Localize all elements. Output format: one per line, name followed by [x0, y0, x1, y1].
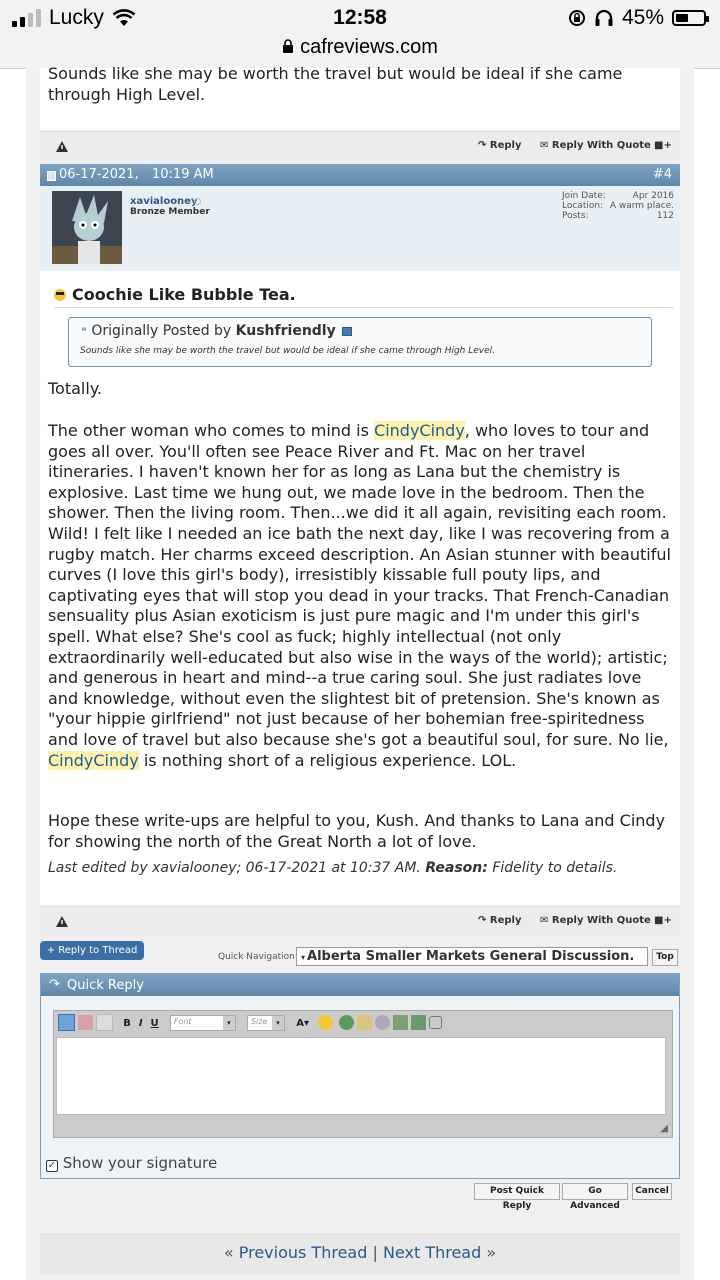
message-textarea[interactable]	[56, 1037, 666, 1115]
carrier-name: Lucky	[49, 6, 104, 29]
prev-thread-link[interactable]: « Previous Thread	[223, 1243, 368, 1262]
reply-arrow-icon: ↷	[478, 915, 487, 926]
text-color-icon[interactable]: A▾	[296, 1017, 309, 1029]
post-time: 10:19 AM	[152, 167, 214, 182]
posts-label: Posts:	[562, 211, 589, 221]
clock: 12:58	[333, 6, 387, 29]
quick-nav-select[interactable]	[296, 947, 648, 966]
url-bar[interactable]	[0, 36, 720, 59]
show-signature-row	[46, 1154, 217, 1172]
view-post-icon[interactable]	[342, 327, 352, 336]
quote-icon: ❝	[81, 325, 87, 338]
join-date-value: Apr 2016	[632, 191, 674, 201]
size-select[interactable]	[247, 1015, 285, 1031]
post-paragraph-3: Hope these write-ups are helpful to you, Kush. And thanks to Lana and Cindy for showing the north of the Great North a lot of love.	[48, 811, 666, 851]
quote-prefix: Originally Posted by	[91, 323, 232, 339]
url-text: cafreviews.com	[300, 36, 438, 58]
font-placeholder: Font	[173, 1016, 192, 1026]
post-quick-reply-button[interactable]: Post Quick Reply	[474, 1183, 560, 1200]
signature-checkbox[interactable]: ✓	[47, 1160, 57, 1171]
headphones-icon	[594, 9, 614, 27]
reply-with-quote-button[interactable]: ✉ Reply With Quote	[540, 915, 651, 926]
title-divider	[54, 307, 674, 308]
email-link-icon[interactable]	[357, 1015, 372, 1030]
reply-arrow-icon: ↷	[478, 140, 487, 151]
user-info	[40, 186, 680, 270]
avatar[interactable]	[52, 191, 122, 264]
wrap-quote-icon[interactable]	[429, 1016, 442, 1029]
quote-bubble-icon: ✉	[540, 140, 549, 151]
insert-link-icon[interactable]	[339, 1015, 354, 1030]
cancel-button[interactable]: Cancel	[632, 1183, 672, 1200]
multiquote-icon: ■+	[654, 915, 672, 926]
last-edited	[48, 860, 674, 876]
quote-box	[68, 317, 652, 367]
prev-thread-label: Previous Thread	[238, 1243, 368, 1262]
multiquote-button[interactable]	[654, 915, 672, 926]
post-toolbar	[40, 131, 680, 160]
insert-video-icon[interactable]	[393, 1015, 408, 1030]
quote-author: Kushfriendly	[235, 323, 336, 339]
rotation-lock-icon	[568, 9, 586, 27]
paste-icon[interactable]	[96, 1014, 113, 1031]
reply-button[interactable]: ↷ Reply	[478, 915, 522, 926]
post-header	[40, 164, 680, 186]
quote-text: Sounds like she may be worth the travel but would be ideal if she came through High Level.	[80, 346, 496, 356]
battery-percent: 45%	[621, 6, 664, 29]
underline-icon[interactable]: U	[150, 1017, 159, 1029]
show-signature-label: Show your signature	[62, 1154, 218, 1172]
post-title: Coochie Like Bubble Tea.	[72, 285, 296, 304]
post-paragraph-1: Totally.	[48, 379, 103, 398]
reply-with-quote-button[interactable]: ✉ Reply With Quote	[540, 140, 651, 151]
status-bar	[0, 0, 720, 69]
insert-image-icon[interactable]	[375, 1015, 390, 1030]
post-status-icon	[47, 171, 56, 181]
thread-navigation	[40, 1234, 680, 1275]
para2-part2: , who loves to tour and goes all over. You'll often see Peace River and Ft. Mac on her travel itineraries. I haven't known her for as long as Lana but the chemistry is explosive. Last time we hung out, we made love in the bedroom. Then the shower. Then the living room. Then...we did it all again, revisiting each room. Wild! I felt like I needed an ice bath the next day, like I was recovering from a rugby match. Her charms exceed description. An Asian stunner with beautiful curves (I love this girl's body), irresistibly kissable full pouty lips, and captivating eyes that will stop you dead in your tracks. That French-Canadian sensuality plus Asian exoticism is just pure magic and I'm under this girl's spell. What else? She's cool as fuck; highly intellectual (not only extraordinarily well-educated but also wise in the ways of the world); artistic; and generous in heart and mind--a true caring soul. She just radiates love and knowledge, without even the slightest bit of pretension. She's known as "your hippie girlfriend" not just because of her bohemian free-spiritedness and love of travel but also because she's got a beautiful soul, for sure. No lie,	[48, 421, 671, 749]
user-rank: Bronze Member	[130, 207, 210, 217]
reply-button[interactable]: ↷ Reply	[478, 140, 522, 151]
quote-bubble-icon: ✉	[540, 915, 549, 926]
top-button[interactable]: Top	[652, 949, 678, 966]
user-stats	[562, 191, 674, 221]
report-icon[interactable]	[56, 141, 68, 152]
join-date-label: Join Date:	[562, 191, 606, 201]
thread-nav-separator: |	[372, 1243, 378, 1262]
dropdown-arrow-icon: ▾	[301, 953, 306, 962]
wrap-code-icon[interactable]	[411, 1015, 426, 1030]
next-thread-label: Next Thread	[382, 1243, 482, 1262]
status-icons	[568, 6, 706, 30]
mention-link[interactable]: CindyCindy	[48, 750, 139, 770]
multiquote-icon: ■+	[654, 140, 672, 151]
quote-header	[81, 323, 352, 339]
go-advanced-button[interactable]: Go Advanced	[562, 1183, 628, 1200]
size-placeholder: Size	[251, 1016, 268, 1026]
post-date: 06-17-2021,	[59, 167, 139, 182]
lock-icon	[282, 39, 294, 54]
reply-to-thread-button[interactable]: + Reply to Thread	[40, 941, 144, 960]
quick-reply-title: Quick Reply	[67, 978, 144, 993]
editor-toolbar	[58, 1014, 666, 1034]
smilies-icon[interactable]	[318, 1015, 333, 1030]
edited-prefix: Last edited by xavialooney; 06-17-2021 at 10:37 AM.	[48, 860, 421, 876]
post-title-row	[54, 285, 296, 305]
username-link[interactable]: xavialooney	[130, 196, 198, 207]
quick-reply-icon: ↷	[49, 977, 60, 992]
avatar-image	[52, 191, 122, 264]
previous-post	[40, 64, 680, 130]
reason-text: Fidelity to details.	[492, 860, 618, 876]
remove-format-icon[interactable]	[78, 1015, 93, 1030]
report-icon[interactable]	[56, 916, 68, 927]
editor-frame	[53, 1010, 673, 1138]
sunglasses-smiley-icon	[54, 289, 66, 301]
quick-nav-selected: Alberta Smaller Markets General Discussion.	[307, 949, 635, 964]
italic-icon[interactable]: I	[138, 1017, 143, 1029]
quick-reply-box	[40, 973, 680, 1179]
post-number-link[interactable]: #4	[652, 167, 672, 182]
location-value: A warm place.	[609, 201, 674, 211]
forum-page	[26, 64, 694, 1280]
multiquote-button[interactable]	[654, 140, 672, 151]
font-dropdown-icon: ▾	[223, 1016, 235, 1030]
font-select[interactable]	[170, 1015, 236, 1031]
battery-icon	[672, 10, 706, 26]
switch-editor-mode-icon[interactable]	[58, 1014, 75, 1031]
size-dropdown-icon: ▾	[272, 1016, 284, 1030]
resize-handle-icon[interactable]: ◢	[660, 1123, 668, 1134]
posts-value: 112	[656, 211, 674, 221]
post-body	[40, 271, 680, 905]
quick-reply-header	[41, 974, 679, 996]
location-label: Location:	[562, 201, 604, 211]
previous-post-text: Sounds like she may be worth the travel but would be ideal if she came through High Level.	[48, 64, 623, 104]
online-status-icon	[194, 198, 201, 205]
bold-icon[interactable]: B	[123, 1017, 131, 1029]
mention-link[interactable]: CindyCindy	[374, 421, 465, 440]
para2-part1: The other woman who comes to mind is	[48, 421, 369, 440]
reason-label: Reason:	[425, 860, 488, 876]
next-thread-link[interactable]: Next Thread »	[382, 1243, 497, 1262]
post-toolbar	[40, 906, 680, 935]
para2-part3: is nothing short of a religious experience. LOL.	[143, 750, 517, 770]
quick-nav-label: Quick Navigation	[218, 952, 295, 962]
post-paragraph-2	[48, 421, 674, 771]
